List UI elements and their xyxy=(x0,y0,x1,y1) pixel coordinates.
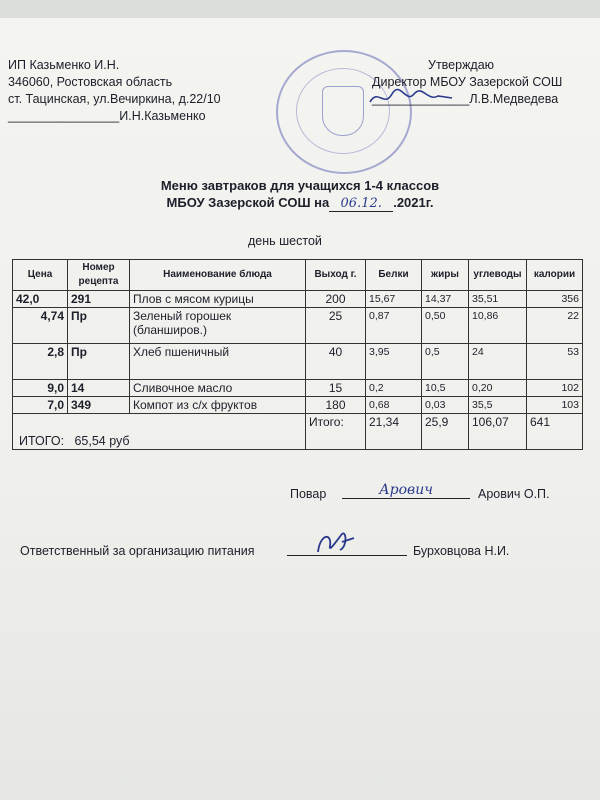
table-row xyxy=(13,308,583,344)
col-calories: калории xyxy=(527,260,583,291)
cell-proteins: 15,67 xyxy=(366,291,422,308)
menu-date: 06.12. xyxy=(329,196,393,212)
director-signature xyxy=(366,86,456,108)
cell-price: 42,0 xyxy=(13,291,68,308)
cell-carbs: 24 xyxy=(469,344,527,380)
approver-name: Л.В.Медведева xyxy=(469,92,559,106)
cell-calories: 356 xyxy=(527,291,583,308)
approver-signature-blank: ______________ xyxy=(372,92,470,106)
total-calories: 641 xyxy=(527,414,583,450)
table-row xyxy=(13,380,583,397)
cook-name: Арович О.П. xyxy=(478,487,550,501)
cell-calories: 102 xyxy=(527,380,583,397)
col-fats: жиры xyxy=(422,260,469,291)
cell-recipe: Пр xyxy=(68,344,130,380)
cell-price: 4,74 xyxy=(13,308,68,344)
page-fold xyxy=(0,0,600,18)
school-prefix: МБОУ Зазерской СОШ на xyxy=(166,195,330,210)
cook-label: Повар xyxy=(290,487,327,501)
cook-signature: Арович xyxy=(342,482,470,499)
table-row xyxy=(13,344,583,380)
org-signer-name: И.Н.Казьменко xyxy=(119,109,206,123)
menu-title: Меню завтраков для учащихся 1-4 классов xyxy=(160,178,440,193)
cell-price: 9,0 xyxy=(13,380,68,397)
total-itogo-label: Итого: xyxy=(306,414,366,450)
round-stamp xyxy=(276,50,412,174)
cell-yield: 15 xyxy=(306,380,366,397)
cell-proteins: 0,2 xyxy=(366,380,422,397)
col-yield: Выход г. xyxy=(306,260,366,291)
total-label: ИТОГО: xyxy=(19,434,65,448)
org-address-street: ст. Тацинская, ул.Вечиркина, д.22/10 xyxy=(8,92,221,106)
table-row xyxy=(13,397,583,414)
cell-dish: Сливочное масло xyxy=(130,380,306,397)
table-row xyxy=(13,291,583,308)
col-recipe: Номер рецепта xyxy=(68,260,130,291)
menu-table xyxy=(12,259,583,450)
org-address-region: 346060, Ростовская область xyxy=(8,75,173,89)
cell-calories: 22 xyxy=(527,308,583,344)
cell-recipe: 349 xyxy=(68,397,130,414)
org-name: ИП Казьменко И.Н. xyxy=(8,58,120,72)
org-signature-blank: ________________ xyxy=(8,109,120,123)
cell-price: 2,8 xyxy=(13,344,68,380)
cell-price: 7,0 xyxy=(13,397,68,414)
cell-yield: 40 xyxy=(306,344,366,380)
year-suffix: .2021г. xyxy=(393,195,434,210)
cell-recipe: 14 xyxy=(68,380,130,397)
total-fats: 25,9 xyxy=(422,414,469,450)
col-carbs: углеводы xyxy=(469,260,527,291)
cell-calories: 103 xyxy=(527,397,583,414)
cell-carbs: 35,5 xyxy=(469,397,527,414)
col-proteins: Белки xyxy=(366,260,422,291)
cell-calories: 53 xyxy=(527,344,583,380)
total-price: 65,54 руб xyxy=(74,434,130,448)
cell-proteins: 3,95 xyxy=(366,344,422,380)
cell-dish: Хлеб пшеничный xyxy=(130,344,306,380)
responsible-signature xyxy=(312,528,358,558)
cell-yield: 25 xyxy=(306,308,366,344)
total-price-cell xyxy=(13,414,306,450)
menu-title-school xyxy=(0,195,600,212)
responsible-name: Бурховцова Н.И. xyxy=(413,544,510,558)
cell-dish: Плов с мясом курицы xyxy=(130,291,306,308)
org-signature-line xyxy=(8,108,206,124)
cell-fats: 0,03 xyxy=(422,397,469,414)
cell-carbs: 10,86 xyxy=(469,308,527,344)
responsible-label: Ответственный за организацию питания xyxy=(20,544,255,558)
col-dish: Наименование блюда xyxy=(130,260,306,291)
cell-proteins: 0,87 xyxy=(366,308,422,344)
total-row xyxy=(13,414,583,450)
menu-day: день шестой xyxy=(248,234,322,248)
cell-fats: 14,37 xyxy=(422,291,469,308)
cell-fats: 10,5 xyxy=(422,380,469,397)
approver-position: Директор МБОУ Зазерской СОШ xyxy=(372,75,563,89)
col-price: Цена xyxy=(13,260,68,291)
cell-carbs: 0,20 xyxy=(469,380,527,397)
total-proteins: 21,34 xyxy=(366,414,422,450)
cell-fats: 0,50 xyxy=(422,308,469,344)
cell-yield: 200 xyxy=(306,291,366,308)
cell-dish: Зеленый горошек (бланширов.) xyxy=(130,308,306,344)
cell-recipe: Пр xyxy=(68,308,130,344)
total-carbs: 106,07 xyxy=(469,414,527,450)
cell-yield: 180 xyxy=(306,397,366,414)
cell-carbs: 35,51 xyxy=(469,291,527,308)
cell-proteins: 0,68 xyxy=(366,397,422,414)
cell-recipe: 291 xyxy=(68,291,130,308)
table-header-row xyxy=(13,260,583,291)
approve-label: Утверждаю xyxy=(428,58,495,72)
cell-dish: Компот из с/х фруктов xyxy=(130,397,306,414)
cell-fats: 0,5 xyxy=(422,344,469,380)
stamp-emblem-icon xyxy=(322,86,364,136)
